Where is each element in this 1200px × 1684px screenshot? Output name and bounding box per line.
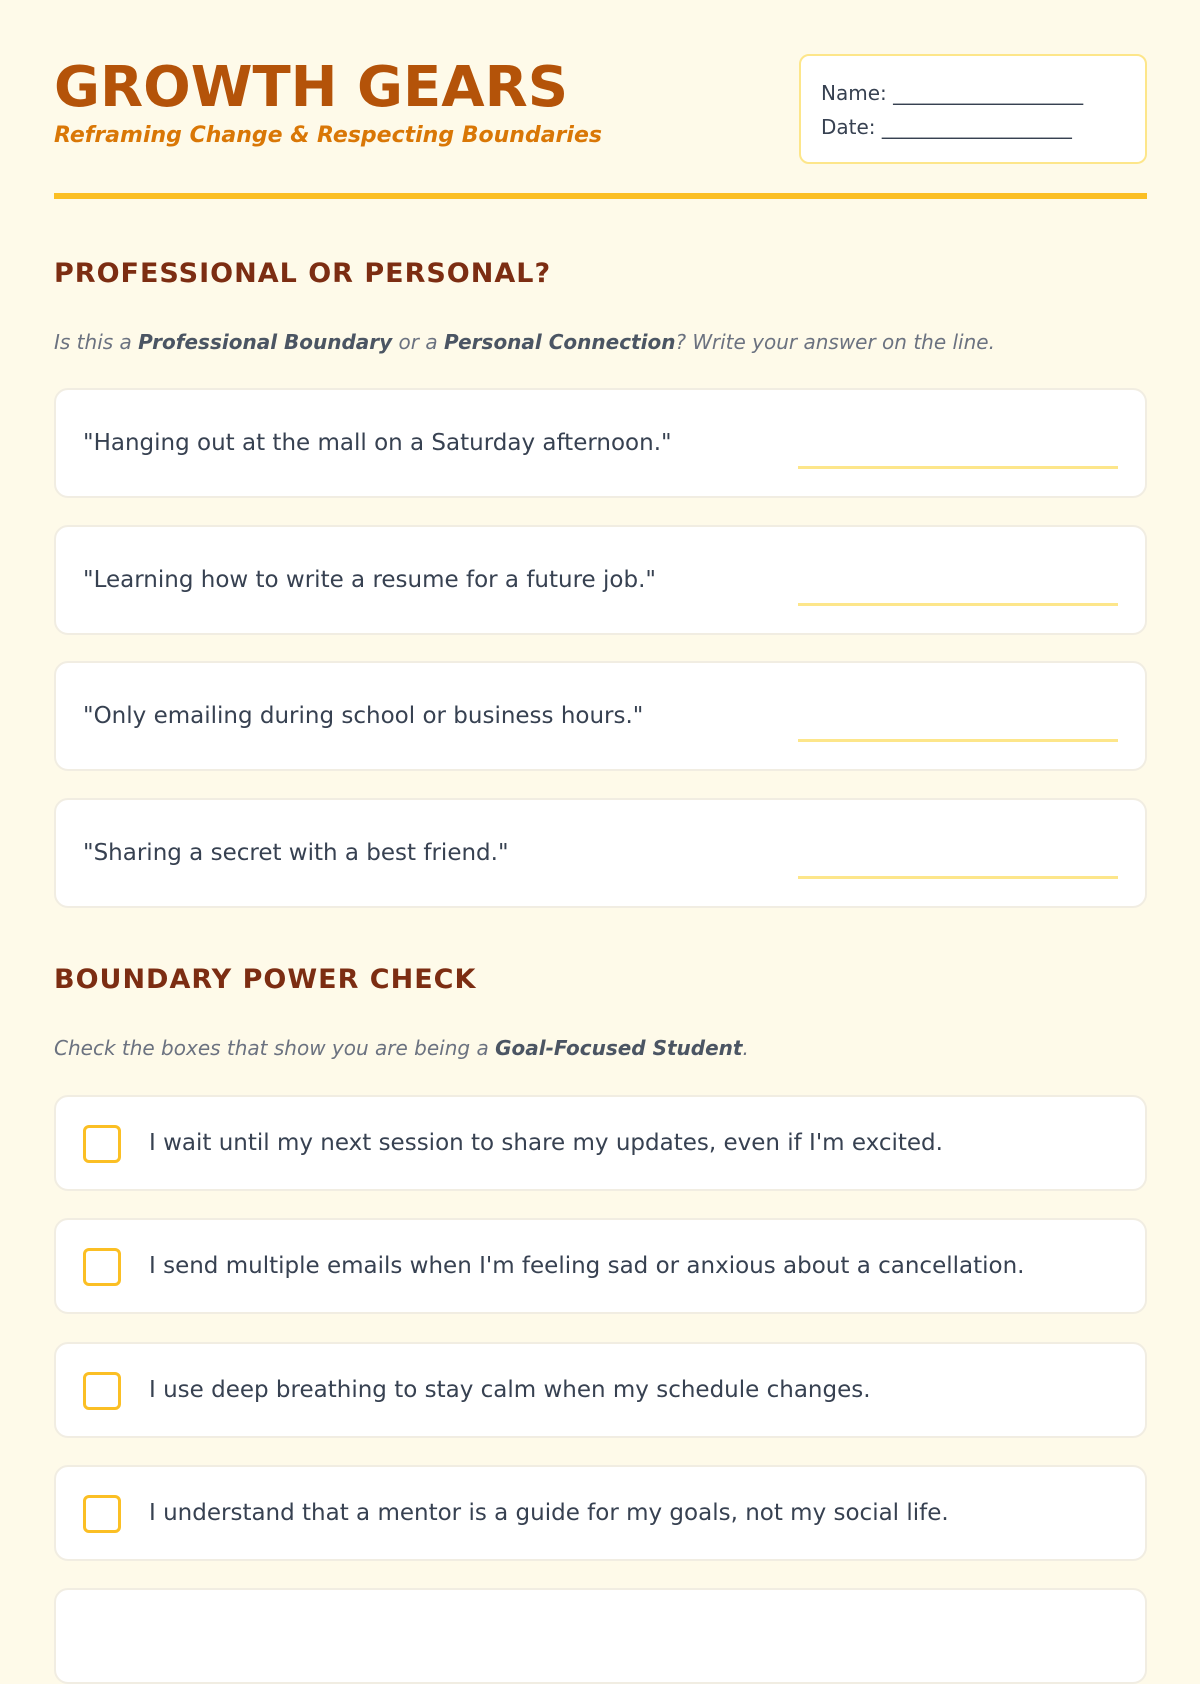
checkbox[interactable]: [83, 1372, 121, 1410]
question-text: "Sharing a secret with a best friend.": [83, 840, 509, 866]
answer-line[interactable]: [798, 603, 1118, 606]
name-date-box: [799, 54, 1147, 164]
checklist-item: [54, 1218, 1147, 1314]
answer-line[interactable]: [798, 466, 1118, 469]
worksheet-subtitle: Reframing Change & Respecting Boundaries: [54, 123, 602, 148]
section-boundary-power-check-heading: BOUNDARY POWER CHECK: [54, 964, 477, 995]
checklist-item: [54, 1095, 1147, 1191]
checklist-item-text: I wait until my next session to share my updates, even if I'm excited.: [149, 1130, 943, 1156]
checkbox[interactable]: [83, 1248, 121, 1286]
instr-emphasis: Professional Boundary: [138, 330, 393, 354]
question-card: [54, 661, 1147, 771]
question-card: [54, 798, 1147, 908]
answer-line[interactable]: [798, 739, 1118, 742]
instr-emphasis: Goal-Focused Student: [495, 1036, 743, 1060]
section2-instructions: [54, 1036, 749, 1060]
checklist-item-text: I understand that a mentor is a guide for my goals, not my social life.: [149, 1500, 949, 1526]
name-field[interactable]: Name: ___________________: [821, 81, 1084, 105]
instr-text: Is this a: [54, 330, 139, 354]
question-text: "Hanging out at the mall on a Saturday afternoon.": [83, 430, 672, 456]
question-text: "Learning how to write a resume for a future job.": [83, 567, 656, 593]
checkbox[interactable]: [83, 1125, 121, 1163]
instr-text: Check the boxes that show you are being a: [54, 1036, 496, 1060]
question-card: [54, 388, 1147, 498]
checklist-item-partial: [54, 1588, 1147, 1684]
checkbox[interactable]: [83, 1495, 121, 1533]
instr-text: or a: [392, 330, 444, 354]
checklist-item-text: I use deep breathing to stay calm when my schedule changes.: [149, 1377, 871, 1403]
worksheet-page: [54, 0, 1147, 1526]
section1-instructions: [54, 330, 995, 354]
checklist-item: [54, 1465, 1147, 1561]
answer-line[interactable]: [798, 876, 1118, 879]
date-field[interactable]: Date: ___________________: [821, 115, 1072, 139]
question-card: [54, 525, 1147, 635]
worksheet-title: GROWTH GEARS: [54, 55, 569, 120]
checklist-item-text: I send multiple emails when I'm feeling sad or anxious about a cancellation.: [149, 1253, 1025, 1279]
question-text: "Only emailing during school or business hours.": [83, 703, 644, 729]
checklist-item: [54, 1342, 1147, 1438]
instr-emphasis: Personal Connection: [443, 330, 676, 354]
worksheet-header: [54, 0, 1147, 200]
section-professional-or-personal-heading: PROFESSIONAL OR PERSONAL?: [54, 258, 552, 289]
instr-text: ? Write your answer on the line.: [675, 330, 995, 354]
header-divider: [54, 193, 1147, 199]
instr-text: .: [742, 1036, 749, 1060]
